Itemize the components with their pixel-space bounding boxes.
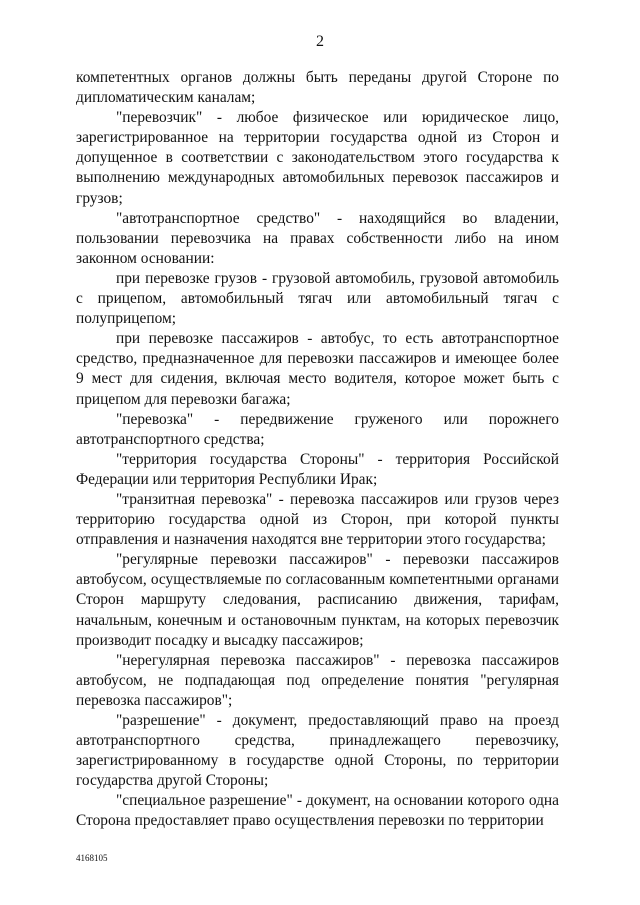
definition-transit: "транзитная перевозка" - перевозка пассажиров или грузов через территорию государства одной из Сторон, при которой пункты отправления и назначения находятся вне территории этого государства;: [76, 490, 559, 549]
vehicle-cargo-clause: при перевозке грузов - грузовой автомобиль, грузовой автомобиль с прицепом, автомобильный тягач или автомобильный тягач с полуприцепом;: [76, 269, 559, 328]
vehicle-passenger-clause: при перевозке пассажиров - автобус, то есть автотранспортное средство, предназначенное для перевозки пассажиров и имеющее более 9 мест для сидения, включая место водителя, которое может быть с прицепом для перевозки багажа;: [76, 330, 559, 408]
document-body: [76, 68, 559, 832]
definition-territory: "территория государства Стороны" - территория Российской Федерации или территория Республики Ирак;: [76, 450, 559, 488]
document-code: 4168105: [76, 853, 108, 863]
definition-irregular-transport: "нерегулярная перевозка пассажиров" - перевозка пассажиров автобусом, не подпадающая под определение понятия "регулярная перевозка пассажиров";: [76, 651, 559, 709]
definition-vehicle: "автотранспортное средство" - находящийся во владении, пользовании перевозчика на правах собственности либо на ином законном основании:: [76, 209, 559, 267]
definition-special-permit: "специальное разрешение" - документ, на основании которого одна Сторона предоставляет право осуществления перевозки по территории: [76, 792, 559, 830]
page-number: 2: [316, 33, 324, 50]
definition-regular-transport: "регулярные перевозки пассажиров" - перевозки пассажиров автобусом, осуществляемые по согласованным компетентными органами Сторон маршруту следования, расписанию движения, тарифам, начальным, конечным и остановочным пунктам, на которых перевозчик производит посадку и высадку пассажиров;: [76, 551, 559, 649]
definition-transportation: "перевозка" - передвижение груженого или порожнего автотранспортного средства;: [76, 410, 559, 448]
definition-carrier: "перевозчик" - любое физическое или юридическое лицо, зарегистрированное на территории государства одной из Сторон и допущенное в соответствии с законодательством этого государства к выполнению международных автомобильных перевозок пассажиров и грузов;: [76, 109, 559, 207]
paragraph-continuation: компетентных органов должны быть переданы другой Стороне по дипломатическим каналам;: [76, 69, 559, 107]
definition-permit: "разрешение" - документ, предоставляющий право на проезд автотранспортного средства, принадлежащего перевозчику, зарегистрированному в государстве одной Стороны, по территории государства другой Стороны;: [76, 712, 559, 790]
